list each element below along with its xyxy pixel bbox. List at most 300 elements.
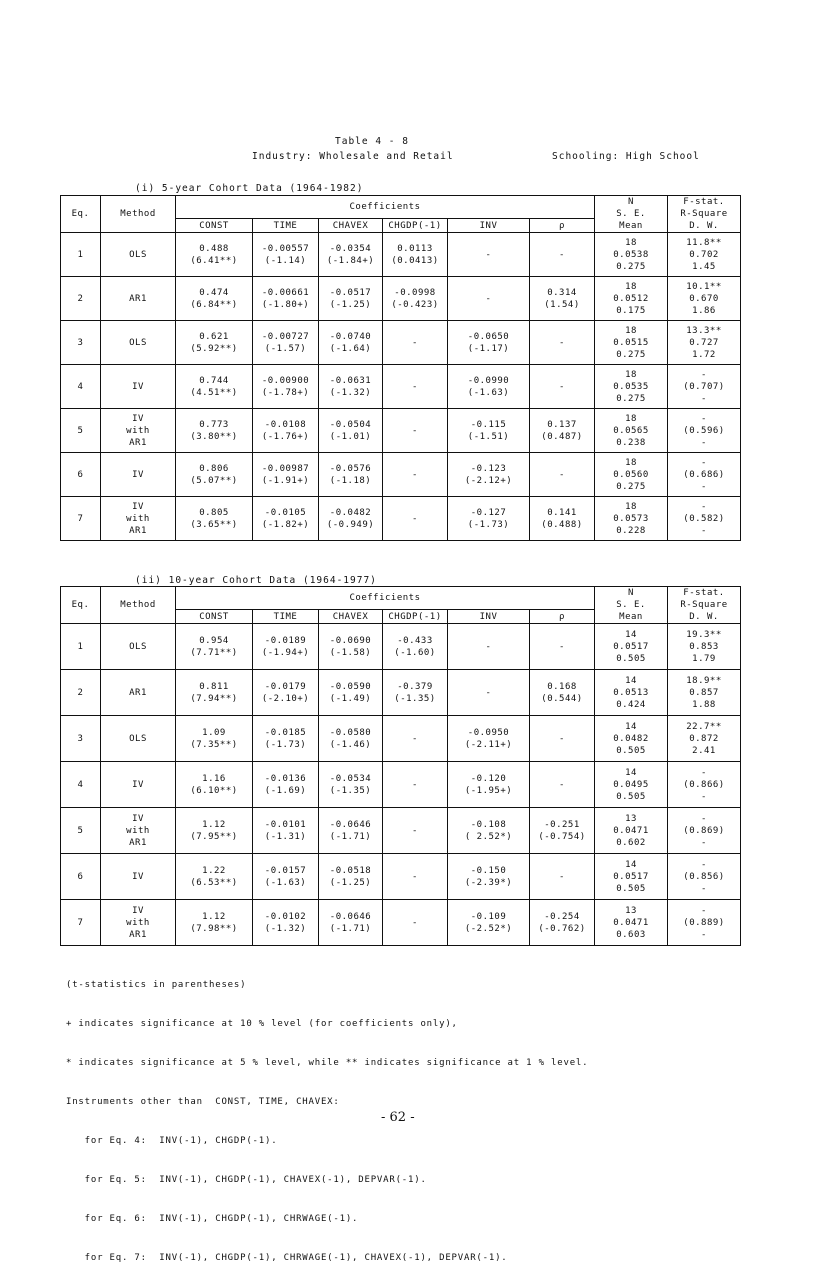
coef-tstat: (-1.58) [329,647,372,658]
note-line: + indicates significance at 10 % level (for coefficients only), [66,1019,458,1029]
header-coef: CONST [176,219,253,233]
header-f-line: D. W. [689,221,719,231]
fstat-cell [668,808,741,854]
n-se-mean-value: 18 [625,457,637,468]
coef-value: - [412,337,418,348]
fstat-cell [668,854,741,900]
method-line: with [126,513,150,524]
coef-value: 0.773 [199,419,229,430]
method-cell [101,233,176,277]
coef-cell [319,365,383,409]
fstat-value: 19.3** [686,629,722,640]
header-fstat [668,587,741,624]
coef-cell [530,497,595,541]
header-f-line: F-stat. [683,588,725,598]
n-se-mean-value: 0.0482 [613,733,649,744]
method-line: OLS [129,249,147,260]
coef-cell [253,453,319,497]
fstat-value: 0.857 [689,687,719,698]
coef-value: - [412,425,418,436]
header-eq: Eq. [61,196,101,233]
coef-value: -0.0105 [264,507,307,518]
n-se-mean-value: 18 [625,413,637,424]
table-row [61,900,741,946]
coef-cell [530,277,595,321]
coef-value: -0.0157 [264,865,307,876]
n-se-mean-cell [595,808,668,854]
coef-value: 0.141 [547,507,577,518]
fstat-value: (0.596) [683,425,725,436]
n-se-mean-cell [595,900,668,946]
fstat-value: - [701,905,707,916]
coef-value: 1.16 [202,773,226,784]
coef-tstat: (-0.762) [538,923,586,934]
header-f-line: D. W. [689,612,719,622]
coef-value: -0.379 [397,681,433,692]
fstat-value: 1.88 [692,699,716,710]
coef-value: - [559,733,565,744]
coef-tstat: (-1.35) [329,785,372,796]
table-row [61,854,741,900]
coef-value: - [412,825,418,836]
coef-tstat: (0.488) [541,519,583,530]
table-row [61,409,741,453]
coef-cell [319,277,383,321]
coef-value: - [485,249,492,260]
coef-value: -0.0136 [264,773,307,784]
note-line: for Eq. 7: INV(-1), CHGDP(-1), CHRWAGE(-1), CHAVEX(-1), DEPVAR(-1). [66,1253,508,1263]
coef-cell [530,854,595,900]
coef-tstat: (-1.57) [264,343,307,354]
coef-cell [176,762,253,808]
coef-cell [176,277,253,321]
coef-tstat: (5.92**) [190,343,238,354]
coef-value: -0.0504 [329,419,372,430]
coef-cell [319,624,383,670]
table-label: Table 4 - 8 [335,136,409,147]
coef-tstat: (-2.52*) [464,923,513,934]
eq-number: 2 [61,670,101,716]
coef-value: -0.0534 [329,773,372,784]
fstat-cell [668,497,741,541]
header-coef: INV [448,610,530,624]
coef-value: - [412,381,418,392]
header-coef: TIME [253,219,319,233]
coef-value: -0.0646 [329,819,372,830]
coef-value: -0.0950 [467,727,510,738]
coef-tstat: (3.65**) [190,519,238,530]
fstat-cell [668,624,741,670]
method-line: OLS [129,337,147,348]
n-se-mean-cell [595,762,668,808]
fstat-value: - [701,393,707,404]
coef-cell [530,670,595,716]
n-se-mean-cell [595,277,668,321]
industry-label: Industry: Wholesale and Retail [252,151,454,162]
fstat-value: 10.1** [686,281,722,292]
header-n-se-mean [595,587,668,624]
coef-tstat: (-2.12+) [464,475,513,486]
coef-value: -0.150 [470,865,507,876]
coef-value: -0.0990 [467,375,510,386]
header-coef: ρ [530,610,595,624]
n-se-mean-value: 0.0515 [613,337,649,348]
coef-value: 0.137 [547,419,577,430]
header-f-line: R-Square [680,209,728,219]
coef-value: -0.00727 [261,331,310,342]
table-row [61,365,741,409]
method-cell [101,716,176,762]
coef-value: 0.621 [199,331,229,342]
coef-cell [383,762,448,808]
n-se-mean-value: 0.275 [616,261,646,272]
table-row [61,277,741,321]
eq-number: 1 [61,233,101,277]
n-se-mean-value: 0.0471 [613,917,649,928]
fstat-cell [668,321,741,365]
coef-value: 0.488 [199,243,229,254]
fstat-value: - [701,883,707,894]
coef-value: -0.00900 [261,375,310,386]
header-coef: ρ [530,219,595,233]
n-se-mean-value: 0.603 [616,929,646,940]
header-f-line: R-Square [680,600,728,610]
eq-number: 6 [61,453,101,497]
coef-tstat: (7.71**) [190,647,238,658]
coef-tstat: (5.07**) [190,475,238,486]
method-cell [101,808,176,854]
coef-tstat: (-1.25) [329,877,372,888]
header-coefficients: Coefficients [176,196,595,219]
coef-tstat: (-1.82+) [261,519,310,530]
coef-value: - [485,641,492,652]
fstat-value: - [701,813,707,824]
coef-cell [319,233,383,277]
n-se-mean-cell [595,854,668,900]
coef-value: -0.0518 [329,865,372,876]
coef-cell [253,854,319,900]
coef-value: - [559,779,565,790]
fstat-value: (0.686) [683,469,725,480]
eq-number: 7 [61,900,101,946]
coef-tstat: (-1.18) [329,475,372,486]
header-coef: CHGDP(-1) [383,610,448,624]
coef-cell [383,497,448,541]
coef-tstat: ( 2.52*) [464,831,513,842]
method-line: IV [132,779,144,790]
table-row [61,497,741,541]
coef-value: -0.0517 [329,287,372,298]
coef-cell [253,233,319,277]
coef-cell [448,365,530,409]
coef-cell [448,624,530,670]
coef-tstat: (-1.76+) [261,431,310,442]
coef-tstat: (-1.69) [264,785,307,796]
coef-value: 0.805 [199,507,229,518]
eq-number: 4 [61,365,101,409]
coef-tstat: (-1.63) [467,387,510,398]
coef-cell [530,321,595,365]
eq-number: 4 [61,762,101,808]
coef-value: -0.0576 [329,463,372,474]
n-se-mean-value: 0.175 [616,305,646,316]
coef-value: -0.0690 [329,635,372,646]
coef-tstat: (-1.84+) [326,255,375,266]
coef-value: -0.0108 [264,419,307,430]
coef-value: -0.0185 [264,727,307,738]
coef-tstat: (-1.63) [264,877,307,888]
coef-cell [383,900,448,946]
coef-value: 1.12 [202,911,226,922]
coef-tstat: (-0.423) [391,299,439,310]
header-n-line: N [628,588,634,598]
n-se-mean-value: 0.0517 [613,641,649,652]
method-line: IV [132,905,144,916]
coef-cell [448,409,530,453]
n-se-mean-cell [595,409,668,453]
coef-value: 1.12 [202,819,226,830]
coef-cell [253,497,319,541]
coef-tstat: (-1.01) [329,431,372,442]
coef-tstat: (0.487) [541,431,583,442]
coef-value: -0.433 [397,635,433,646]
coef-cell [176,453,253,497]
coef-cell [383,409,448,453]
coef-value: -0.0631 [329,375,372,386]
coef-cell [253,808,319,854]
coef-cell [448,233,530,277]
eq-number: 6 [61,854,101,900]
coef-tstat: (3.80**) [190,431,238,442]
panel-title: (i) 5-year Cohort Data (1964-1982) [135,183,364,194]
coef-tstat: (7.95**) [190,831,238,842]
n-se-mean-value: 0.0495 [613,779,649,790]
coef-value: -0.254 [544,911,580,922]
coef-cell [383,670,448,716]
fstat-value: 0.853 [689,641,719,652]
header-fstat [668,196,741,233]
coef-cell [176,670,253,716]
coef-cell [176,409,253,453]
coef-cell [176,233,253,277]
method-cell [101,409,176,453]
n-se-mean-value: 0.0517 [613,871,649,882]
fstat-value: - [701,525,707,536]
method-line: with [126,825,150,836]
n-se-mean-value: 0.505 [616,883,646,894]
coef-value: -0.0179 [264,681,307,692]
coef-cell [530,233,595,277]
coef-value: -0.00557 [261,243,310,254]
coef-cell [530,624,595,670]
coef-value: -0.123 [470,463,507,474]
regression-table [60,586,741,946]
coef-cell [176,854,253,900]
header-coefficients: Coefficients [176,587,595,610]
coef-cell [253,670,319,716]
coef-value: -0.0646 [329,911,372,922]
coef-tstat: (0.544) [541,693,583,704]
method-line: IV [132,469,144,480]
coef-value: -0.0482 [329,507,372,518]
coef-cell [176,808,253,854]
fstat-value: - [701,501,707,512]
coef-value: - [559,641,565,652]
n-se-mean-value: 18 [625,501,637,512]
coef-cell [319,453,383,497]
coef-tstat: (7.94**) [190,693,238,704]
coef-value: - [559,249,565,260]
coef-cell [530,365,595,409]
coef-tstat: (-1.60) [394,647,436,658]
table-row [61,716,741,762]
coef-value: -0.00661 [261,287,310,298]
coef-cell [383,624,448,670]
coef-tstat: (-1.71) [329,923,372,934]
fstat-value: (0.889) [683,917,725,928]
coef-tstat: (-1.71) [329,831,372,842]
n-se-mean-value: 0.0535 [613,381,649,392]
fstat-value: - [701,369,707,380]
coef-cell [253,409,319,453]
header-method: Method [101,587,176,624]
coef-tstat: (-1.73) [467,519,510,530]
coef-tstat: (-1.14) [264,255,307,266]
fstat-cell [668,453,741,497]
coef-tstat: (-1.17) [467,343,510,354]
coef-value: -0.251 [544,819,580,830]
fstat-value: 1.86 [692,305,716,316]
method-line: AR1 [129,687,147,698]
header-n-line: Mean [619,612,643,622]
coef-value: 1.22 [202,865,226,876]
coef-tstat: (1.54) [544,299,580,310]
coef-cell [176,624,253,670]
coef-tstat: (-2.11+) [464,739,513,750]
coef-value: 0.811 [199,681,229,692]
coef-cell [176,900,253,946]
fstat-value: - [701,437,707,448]
coef-tstat: (-0.949) [326,519,375,530]
coef-value: -0.0354 [329,243,372,254]
n-se-mean-value: 0.505 [616,791,646,802]
method-line: IV [132,381,144,392]
n-se-mean-value: 0.0573 [613,513,649,524]
coef-value: -0.0998 [394,287,436,298]
coef-tstat: (6.41**) [190,255,238,266]
method-line: IV [132,871,144,882]
coef-cell [176,321,253,365]
coef-cell [530,900,595,946]
coef-tstat: (-1.64) [329,343,372,354]
header-coef: CHGDP(-1) [383,219,448,233]
n-se-mean-cell [595,233,668,277]
coef-value: - [412,733,418,744]
coef-tstat: (4.51**) [190,387,238,398]
method-cell [101,497,176,541]
coef-value: 0.806 [199,463,229,474]
fstat-value: 0.727 [689,337,719,348]
coef-value: -0.00987 [261,463,310,474]
coef-tstat: (-1.73) [264,739,307,750]
n-se-mean-value: 14 [625,767,637,778]
table-row [61,670,741,716]
coef-cell [319,321,383,365]
coef-cell [176,716,253,762]
coef-tstat: (-1.32) [264,923,307,934]
n-se-mean-value: 0.505 [616,745,646,756]
fstat-cell [668,762,741,808]
eq-number: 5 [61,808,101,854]
coef-cell [176,497,253,541]
coef-tstat: (-0.754) [538,831,586,842]
header-coef: CHAVEX [319,610,383,624]
fstat-value: (0.582) [683,513,725,524]
coef-cell [253,277,319,321]
regression-table [60,195,741,541]
method-line: IV [132,813,144,824]
table-row [61,321,741,365]
method-line: with [126,917,150,928]
coef-tstat: (-1.25) [329,299,372,310]
coef-cell [319,762,383,808]
coef-value: -0.109 [470,911,507,922]
coef-cell [253,762,319,808]
method-line: OLS [129,641,147,652]
coef-value: - [412,917,418,928]
coef-cell [448,670,530,716]
method-line: AR1 [129,929,147,940]
header-coef: TIME [253,610,319,624]
n-se-mean-value: 0.0560 [613,469,649,480]
fstat-value: (0.856) [683,871,725,882]
coef-tstat: (-1.78+) [261,387,310,398]
coef-value: - [485,687,492,698]
method-line: OLS [129,733,147,744]
coef-cell [383,321,448,365]
coef-value: - [412,871,418,882]
method-line: AR1 [129,837,147,848]
fstat-cell [668,365,741,409]
header-method: Method [101,196,176,233]
fstat-value: 11.8** [686,237,722,248]
method-cell [101,762,176,808]
coef-value: 0.168 [547,681,577,692]
n-se-mean-value: 14 [625,629,637,640]
header-n-line: S. E. [616,600,646,610]
header-f-line: F-stat. [683,197,725,207]
fstat-value: - [701,481,707,492]
coef-tstat: (-1.95+) [464,785,513,796]
coef-cell [383,365,448,409]
coef-value: - [559,337,565,348]
note-line: for Eq. 6: INV(-1), CHGDP(-1), CHRWAGE(-1). [66,1214,359,1224]
table-row [61,453,741,497]
coef-tstat: (-1.49) [329,693,372,704]
coef-value: -0.0590 [329,681,372,692]
coef-value: 0.954 [199,635,229,646]
coef-value: 1.09 [202,727,226,738]
coef-value: -0.120 [470,773,507,784]
n-se-mean-value: 13 [625,905,637,916]
n-se-mean-value: 0.0565 [613,425,649,436]
fstat-value: 1.72 [692,349,716,360]
header-eq: Eq. [61,587,101,624]
schooling-label: Schooling: High School [552,151,700,162]
coef-value: - [485,293,492,304]
n-se-mean-cell [595,453,668,497]
coef-cell [383,808,448,854]
